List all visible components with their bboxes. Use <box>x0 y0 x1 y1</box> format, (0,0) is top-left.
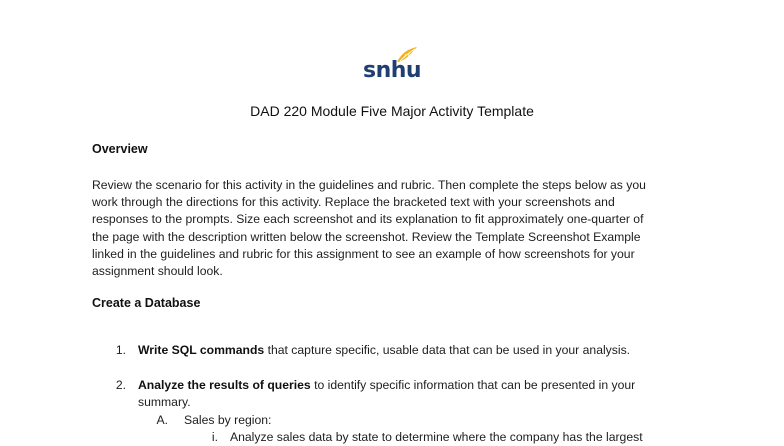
overview-line: responses to the prompts. Size each screenshot and its explanation to fit approximately one-quarter of <box>92 212 644 227</box>
sub-sub-list-text: Analyze sales data by state to determine where the company has the largest <box>230 430 643 444</box>
overview-line: work through the directions for this activity. Replace the bracketed text with your screenshots and <box>92 195 615 210</box>
page-title: DAD 220 Module Five Major Activity Template <box>250 103 534 119</box>
list-item-text: to identify specific information that can be presented in your <box>310 378 636 392</box>
list-item-text: that capture specific, usable data that can be used in your analysis. <box>264 343 631 357</box>
overview-line: assignment should look. <box>92 264 223 279</box>
list-item-bold: Write SQL commands <box>138 343 265 357</box>
sub-sub-list-numeral: i. <box>211 430 218 444</box>
list-item-continuation: summary. <box>138 395 191 409</box>
sub-list-text: Sales by region: <box>184 413 272 427</box>
overview-line: Review the scenario for this activity in the guidelines and rubric. Then complete the steps below as you <box>92 178 646 192</box>
overview-paragraph <box>92 177 692 280</box>
list-item-bold: Analyze the results of queries <box>138 378 311 392</box>
sub-list-letter: A. <box>156 413 168 427</box>
snhu-logo <box>361 46 423 86</box>
create-database-heading: Create a Database <box>92 296 201 310</box>
logo-text: snhu <box>363 58 422 83</box>
overview-heading: Overview <box>92 142 148 156</box>
list-number: 1. <box>115 343 126 357</box>
overview-line: linked in the guidelines and rubric for this assignment to see an example of how screenshots for your <box>92 246 635 261</box>
list-number: 2. <box>115 378 126 392</box>
overview-line: the page with the description written below the screenshot. Review the Template Screenshot Example <box>92 229 641 244</box>
